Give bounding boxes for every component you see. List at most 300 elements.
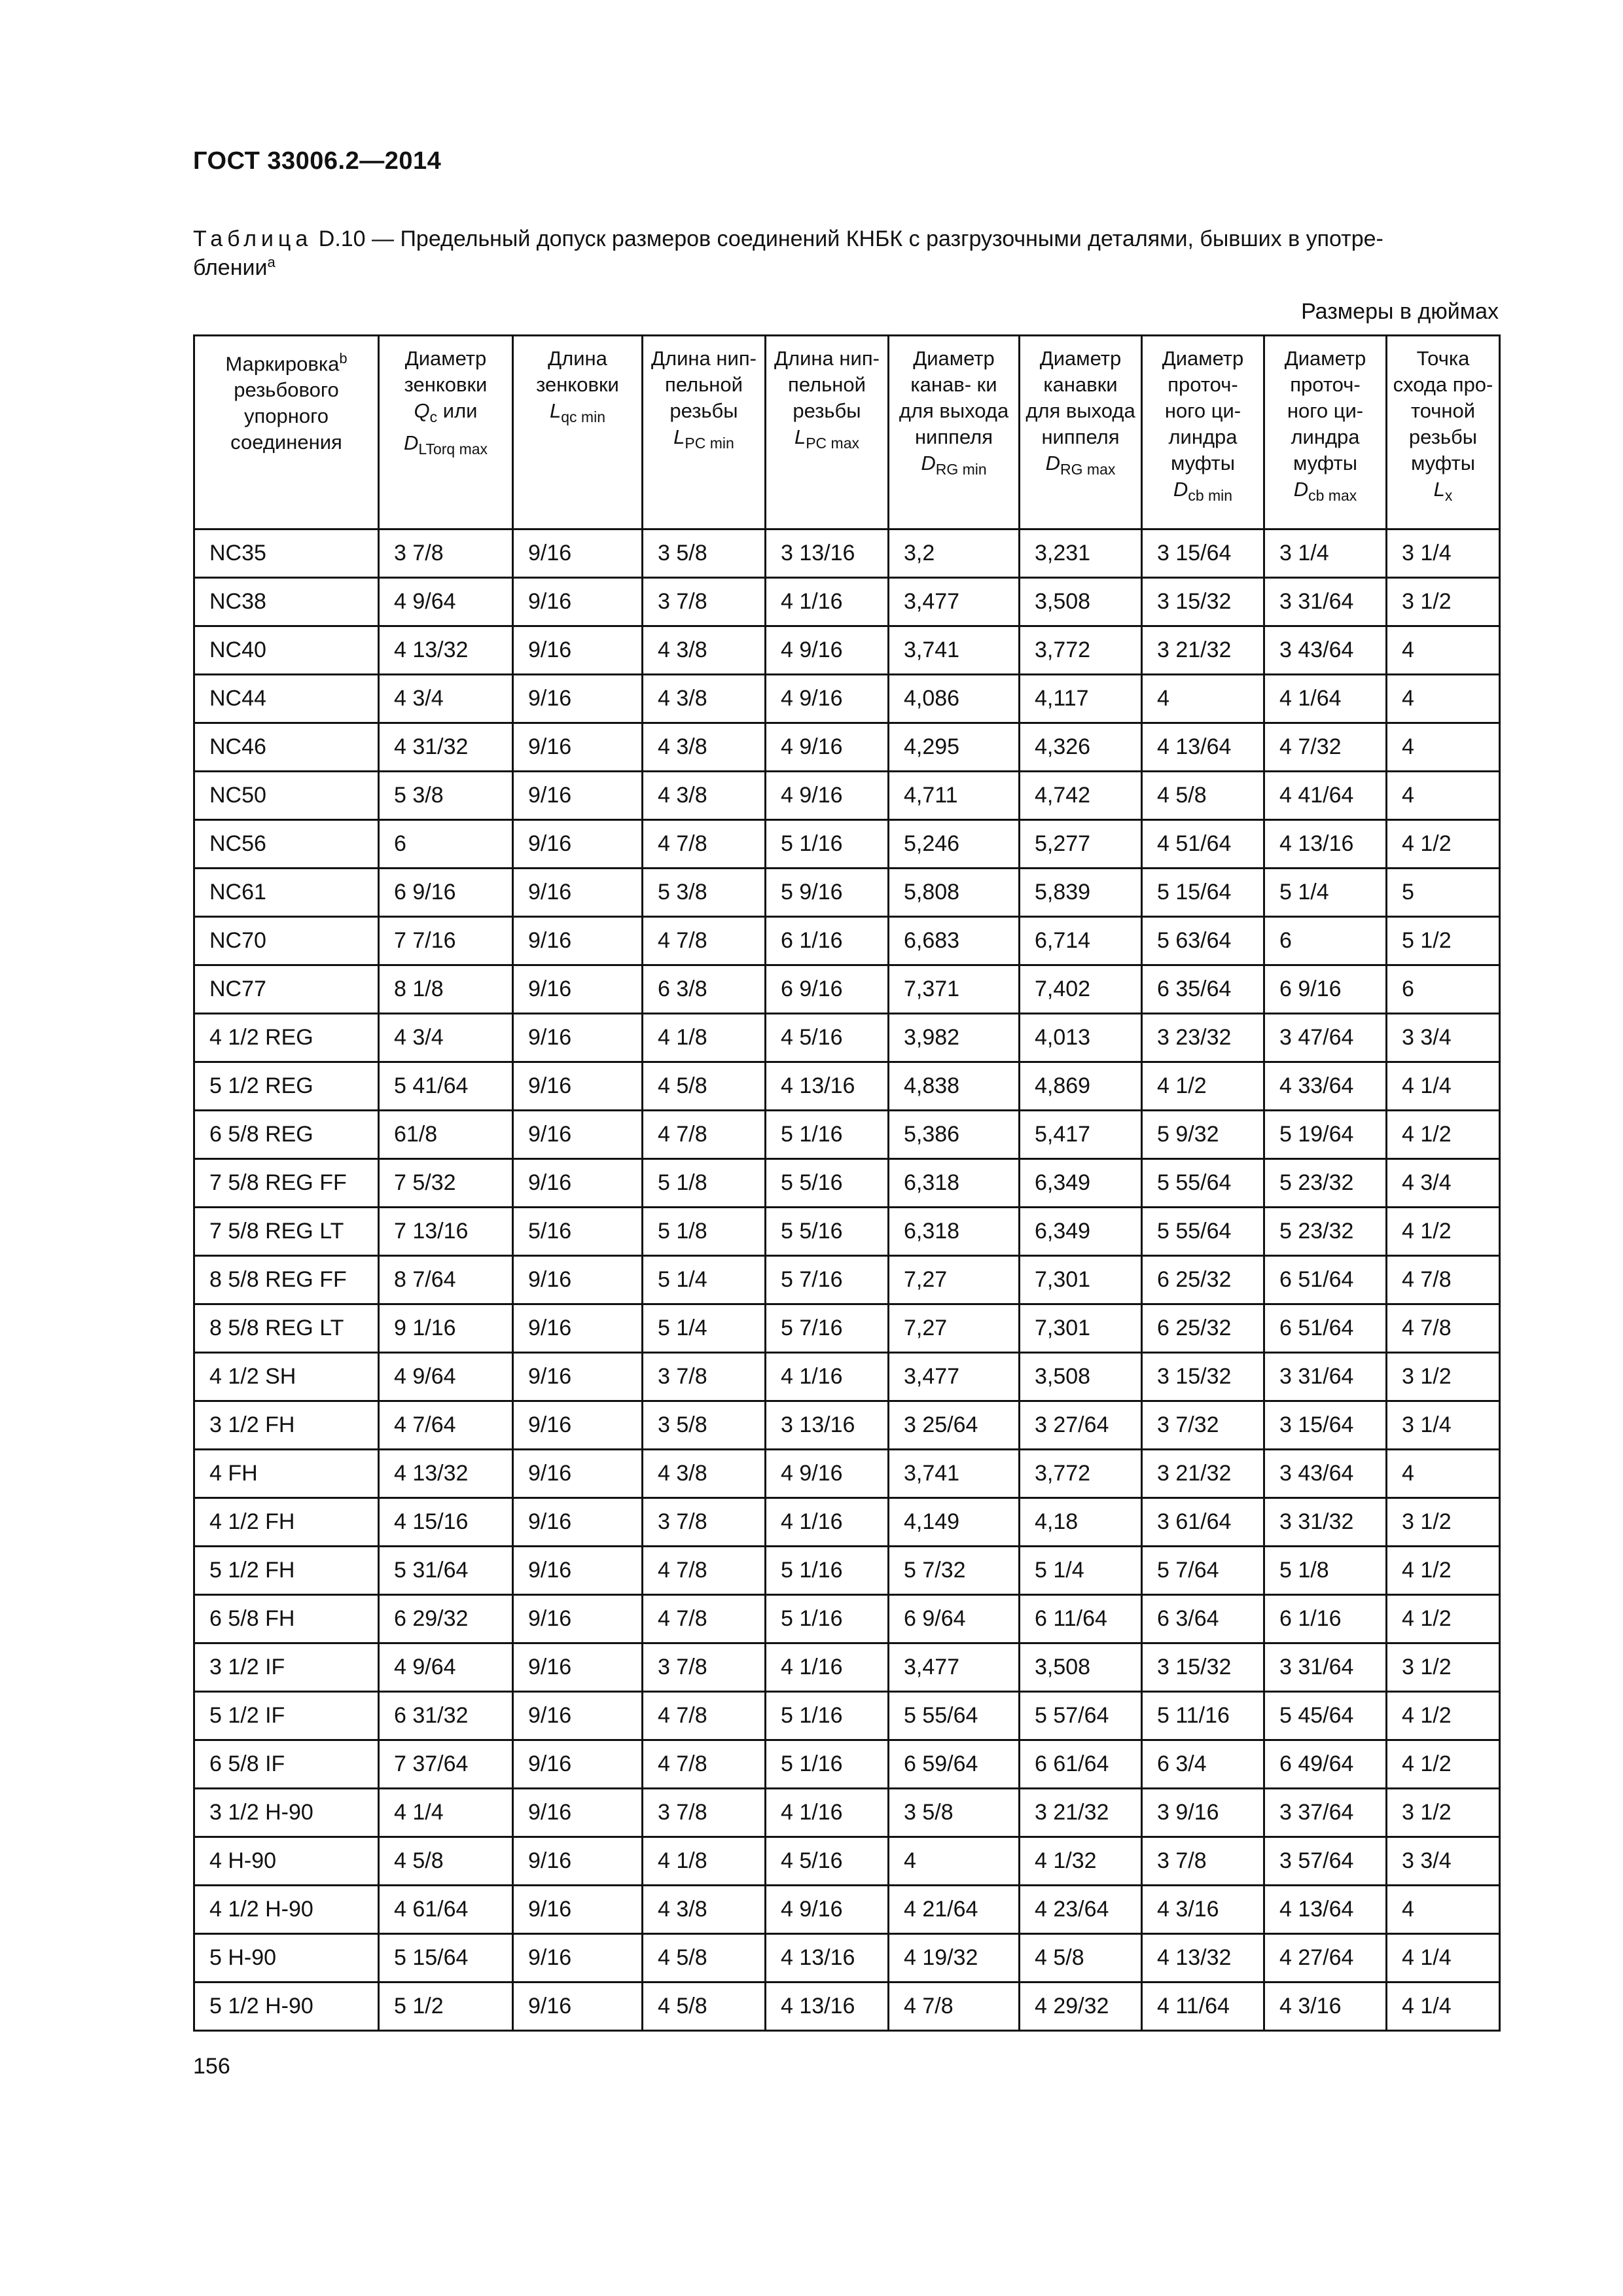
row-value-cell: 7,371 <box>889 965 1020 1014</box>
row-value-cell: 4 3/8 <box>643 1886 766 1934</box>
table-row <box>194 965 1500 1014</box>
row-value-cell: 4 1/16 <box>766 578 889 626</box>
table-row <box>194 1886 1500 1934</box>
table-caption <box>193 224 1502 282</box>
row-value-cell: 4 7/8 <box>1387 1304 1500 1353</box>
row-value-cell: 6 <box>1264 917 1387 965</box>
row-value-cell: 9/16 <box>513 772 643 820</box>
row-value-cell: 6 25/32 <box>1142 1256 1264 1304</box>
row-value-cell: 4 31/32 <box>379 723 513 772</box>
row-value-cell: 4 3/8 <box>643 772 766 820</box>
row-value-cell: 9/16 <box>513 1837 643 1886</box>
row-value-cell: 4 1/2 <box>1387 820 1500 869</box>
row-value-cell: 4 3/8 <box>643 626 766 675</box>
row-value-cell: 4 1/2 <box>1387 1692 1500 1740</box>
row-value-cell: 4 7/8 <box>643 820 766 869</box>
row-value-cell: 9/16 <box>513 1256 643 1304</box>
row-value-cell: 6,349 <box>1020 1208 1142 1256</box>
row-value-cell: 3 1/2 <box>1387 1353 1500 1401</box>
row-marking-cell: 5 1/2 H-90 <box>194 1982 379 2031</box>
row-marking-cell: NC50 <box>194 772 379 820</box>
table-row <box>194 675 1500 723</box>
row-value-cell: 4 <box>1387 675 1500 723</box>
row-value-cell: 5 11/16 <box>1142 1692 1264 1740</box>
row-value-cell: 4 23/64 <box>1020 1886 1142 1934</box>
table-row <box>194 1256 1500 1304</box>
row-value-cell: 3 43/64 <box>1264 1450 1387 1498</box>
row-value-cell: 3,772 <box>1020 626 1142 675</box>
row-value-cell: 4,869 <box>1020 1062 1142 1111</box>
row-value-cell: 5,839 <box>1020 869 1142 917</box>
row-value-cell: 3 7/8 <box>1142 1837 1264 1886</box>
row-value-cell: 5 31/64 <box>379 1547 513 1595</box>
row-value-cell: 4 3/16 <box>1142 1886 1264 1934</box>
row-value-cell: 6 3/8 <box>643 965 766 1014</box>
row-value-cell: 5 41/64 <box>379 1062 513 1111</box>
row-value-cell: 5 1/8 <box>643 1208 766 1256</box>
row-value-cell: 3 15/32 <box>1142 1643 1264 1692</box>
row-value-cell: 5 1/2 <box>379 1982 513 2031</box>
row-value-cell: 4 13/16 <box>766 1982 889 2031</box>
row-marking-cell: 6 5/8 IF <box>194 1740 379 1789</box>
row-value-cell: 3 15/32 <box>1142 1353 1264 1401</box>
row-value-cell: 3 13/16 <box>766 529 889 578</box>
row-value-cell: 4 1/4 <box>1387 1062 1500 1111</box>
table-row <box>194 1304 1500 1353</box>
row-value-cell: 4,711 <box>889 772 1020 820</box>
row-value-cell: 4 1/16 <box>766 1789 889 1837</box>
row-value-cell: 6 61/64 <box>1020 1740 1142 1789</box>
row-value-cell: 4 41/64 <box>1264 772 1387 820</box>
row-marking-cell: 6 5/8 REG <box>194 1111 379 1159</box>
row-value-cell: 6 49/64 <box>1264 1740 1387 1789</box>
row-value-cell: 6 51/64 <box>1264 1304 1387 1353</box>
row-value-cell: 3 5/8 <box>643 529 766 578</box>
row-marking-cell: 5 1/2 REG <box>194 1062 379 1111</box>
table-header-row <box>194 336 1500 529</box>
row-value-cell: 4 1/2 <box>1387 1208 1500 1256</box>
row-value-cell: 9/16 <box>513 1401 643 1450</box>
row-value-cell: 4 <box>1142 675 1264 723</box>
row-value-cell: 4 7/8 <box>643 1111 766 1159</box>
row-value-cell: 4 9/64 <box>379 1643 513 1692</box>
row-value-cell: 5 1/4 <box>1264 869 1387 917</box>
row-value-cell: 5 1/16 <box>766 1111 889 1159</box>
row-value-cell: 4 1/4 <box>1387 1982 1500 2031</box>
header-relief-groove-diameter-min: Диаметр канав- ки для выхода ниппеля $D_{RG min}$ <box>889 336 1020 529</box>
row-value-cell: 4 19/32 <box>889 1934 1020 1982</box>
row-marking-cell: 5 1/2 FH <box>194 1547 379 1595</box>
row-value-cell: 3 31/64 <box>1264 578 1387 626</box>
document-code: ГОСТ 33006.2—2014 <box>193 147 442 175</box>
row-value-cell: 4 13/32 <box>379 1450 513 1498</box>
row-value-cell: 4 1/2 <box>1387 1740 1500 1789</box>
row-value-cell: 3 37/64 <box>1264 1789 1387 1837</box>
row-marking-cell: NC56 <box>194 820 379 869</box>
row-value-cell: 5 63/64 <box>1142 917 1264 965</box>
header-marking: Маркировка$^b$ резьбового упорного соединения <box>194 336 379 529</box>
row-value-cell: 4 1/4 <box>379 1789 513 1837</box>
row-value-cell: 4 1/32 <box>1020 1837 1142 1886</box>
row-value-cell: 7 13/16 <box>379 1208 513 1256</box>
row-value-cell: 5 1/8 <box>1264 1547 1387 1595</box>
row-value-cell: 4 13/16 <box>1264 820 1387 869</box>
row-value-cell: 3 21/32 <box>1142 626 1264 675</box>
row-value-cell: 3 31/64 <box>1264 1643 1387 1692</box>
row-value-cell: 4 1/2 <box>1387 1111 1500 1159</box>
row-value-cell: 9/16 <box>513 1014 643 1062</box>
row-value-cell: 3 5/8 <box>889 1789 1020 1837</box>
row-value-cell: 9/16 <box>513 917 643 965</box>
row-value-cell: 6 51/64 <box>1264 1256 1387 1304</box>
units-note: Размеры в дюймах <box>1301 299 1499 324</box>
row-value-cell: 5,386 <box>889 1111 1020 1159</box>
row-value-cell: 3 1/2 <box>1387 1789 1500 1837</box>
row-value-cell: 7,27 <box>889 1256 1020 1304</box>
row-marking-cell: 3 1/2 FH <box>194 1401 379 1450</box>
row-marking-cell: NC77 <box>194 965 379 1014</box>
row-value-cell: 4 5/16 <box>766 1014 889 1062</box>
row-value-cell: 3 31/32 <box>1264 1498 1387 1547</box>
row-value-cell: 4 1/4 <box>1387 1934 1500 1982</box>
row-value-cell: 9/16 <box>513 869 643 917</box>
table-row <box>194 1450 1500 1498</box>
table-row <box>194 1982 1500 2031</box>
row-value-cell: 6 <box>1387 965 1500 1014</box>
row-value-cell: 4 9/16 <box>766 723 889 772</box>
row-marking-cell: NC70 <box>194 917 379 965</box>
row-value-cell: 5 1/16 <box>766 1740 889 1789</box>
row-value-cell: 4 <box>1387 626 1500 675</box>
row-value-cell: 3 1/2 <box>1387 578 1500 626</box>
row-value-cell: 4,838 <box>889 1062 1020 1111</box>
row-value-cell: 9/16 <box>513 965 643 1014</box>
row-value-cell: 3,772 <box>1020 1450 1142 1498</box>
row-value-cell: 9/16 <box>513 1982 643 2031</box>
row-marking-cell: 3 1/2 IF <box>194 1643 379 1692</box>
row-value-cell: 3 23/32 <box>1142 1014 1264 1062</box>
row-value-cell: 5 1/4 <box>1020 1547 1142 1595</box>
row-value-cell: 3,741 <box>889 626 1020 675</box>
tolerance-table <box>193 334 1501 2032</box>
row-value-cell: 7,402 <box>1020 965 1142 1014</box>
row-marking-cell: NC38 <box>194 578 379 626</box>
row-value-cell: 6 1/16 <box>1264 1595 1387 1643</box>
row-value-cell: 3 3/4 <box>1387 1837 1500 1886</box>
row-value-cell: 4 7/8 <box>643 1595 766 1643</box>
row-value-cell: 6 3/64 <box>1142 1595 1264 1643</box>
row-value-cell: 4,149 <box>889 1498 1020 1547</box>
row-value-cell: 9/16 <box>513 675 643 723</box>
row-value-cell: 3,741 <box>889 1450 1020 1498</box>
row-value-cell: 5 1/16 <box>766 1595 889 1643</box>
row-value-cell: 3 43/64 <box>1264 626 1387 675</box>
row-value-cell: 4 <box>889 1837 1020 1886</box>
row-value-cell: 4 7/8 <box>643 1547 766 1595</box>
row-value-cell: 3 27/64 <box>1020 1401 1142 1450</box>
row-marking-cell: NC40 <box>194 626 379 675</box>
row-value-cell: 6 <box>379 820 513 869</box>
row-value-cell: 4 1/16 <box>766 1643 889 1692</box>
row-value-cell: 4 7/8 <box>643 1692 766 1740</box>
row-value-cell: 3 7/8 <box>643 1789 766 1837</box>
row-value-cell: 5 1/16 <box>766 1547 889 1595</box>
row-value-cell: 6,318 <box>889 1208 1020 1256</box>
row-value-cell: 3 1/4 <box>1387 529 1500 578</box>
row-value-cell: 8 7/64 <box>379 1256 513 1304</box>
row-value-cell: 6 31/32 <box>379 1692 513 1740</box>
row-value-cell: 6 29/32 <box>379 1595 513 1643</box>
table-row <box>194 820 1500 869</box>
row-value-cell: 4 3/16 <box>1264 1982 1387 2031</box>
row-value-cell: 5 5/16 <box>766 1159 889 1208</box>
row-value-cell: 5 3/8 <box>379 772 513 820</box>
row-value-cell: 9/16 <box>513 1111 643 1159</box>
row-value-cell: 6,683 <box>889 917 1020 965</box>
row-value-cell: 61/8 <box>379 1111 513 1159</box>
table-row <box>194 1111 1500 1159</box>
row-value-cell: 4 3/4 <box>379 675 513 723</box>
row-value-cell: 4 9/64 <box>379 1353 513 1401</box>
row-value-cell: 4 7/64 <box>379 1401 513 1450</box>
row-value-cell: 4 13/32 <box>379 626 513 675</box>
row-value-cell: 3 7/8 <box>643 1643 766 1692</box>
row-marking-cell: NC44 <box>194 675 379 723</box>
row-value-cell: 4 7/8 <box>643 917 766 965</box>
table-row <box>194 917 1500 965</box>
row-value-cell: 9/16 <box>513 820 643 869</box>
row-value-cell: 3,477 <box>889 1353 1020 1401</box>
row-value-cell: 4 5/8 <box>643 1934 766 1982</box>
table-row <box>194 1547 1500 1595</box>
row-value-cell: 5 7/64 <box>1142 1547 1264 1595</box>
row-value-cell: 4 27/64 <box>1264 1934 1387 1982</box>
row-value-cell: 4 7/8 <box>1387 1256 1500 1304</box>
row-value-cell: 5 23/32 <box>1264 1208 1387 1256</box>
row-value-cell: 5 45/64 <box>1264 1692 1387 1740</box>
row-marking-cell: 3 1/2 H-90 <box>194 1789 379 1837</box>
row-value-cell: 4 61/64 <box>379 1886 513 1934</box>
row-value-cell: 9/16 <box>513 1353 643 1401</box>
row-value-cell: 9/16 <box>513 1789 643 1837</box>
row-value-cell: 9/16 <box>513 1498 643 1547</box>
row-value-cell: 4 13/64 <box>1142 723 1264 772</box>
row-value-cell: 4 <box>1387 772 1500 820</box>
row-value-cell: 4,117 <box>1020 675 1142 723</box>
row-value-cell: 3 7/8 <box>643 1353 766 1401</box>
row-value-cell: 4 5/8 <box>379 1837 513 1886</box>
table-row <box>194 1062 1500 1111</box>
row-value-cell: 9 1/16 <box>379 1304 513 1353</box>
row-value-cell: 4 1/8 <box>643 1014 766 1062</box>
table-word: Таблица <box>193 226 313 251</box>
row-marking-cell: 4 1/2 SH <box>194 1353 379 1401</box>
row-value-cell: 3 31/64 <box>1264 1353 1387 1401</box>
caption-footnote-marker: a <box>267 254 276 270</box>
header-pin-thread-length-max: Длина нип- пельной резьбы $L_{PC max}$ <box>766 336 889 529</box>
row-marking-cell: 4 1/2 H-90 <box>194 1886 379 1934</box>
row-value-cell: 6 35/64 <box>1142 965 1264 1014</box>
row-value-cell: 3,508 <box>1020 578 1142 626</box>
table-row <box>194 1934 1500 1982</box>
header-countersink-diameter: Диаметр зенковки $Q_c$ или $D_{LTorq max}$ <box>379 336 513 529</box>
row-value-cell: 4 1/16 <box>766 1498 889 1547</box>
table-row <box>194 1401 1500 1450</box>
row-value-cell: 5 7/16 <box>766 1256 889 1304</box>
row-value-cell: 5 5/16 <box>766 1208 889 1256</box>
row-value-cell: 3,477 <box>889 1643 1020 1692</box>
row-value-cell: 5 1/2 <box>1387 917 1500 965</box>
row-value-cell: 7,27 <box>889 1304 1020 1353</box>
row-value-cell: 3 15/64 <box>1264 1401 1387 1450</box>
row-value-cell: 3 1/2 <box>1387 1498 1500 1547</box>
table-row <box>194 1208 1500 1256</box>
row-value-cell: 9/16 <box>513 1450 643 1498</box>
row-value-cell: 7,301 <box>1020 1256 1142 1304</box>
row-value-cell: 3,477 <box>889 578 1020 626</box>
row-value-cell: 7 7/16 <box>379 917 513 965</box>
row-value-cell: 6 11/64 <box>1020 1595 1142 1643</box>
table-row <box>194 1159 1500 1208</box>
row-value-cell: 5 1/4 <box>643 1256 766 1304</box>
row-value-cell: 4 5/8 <box>1142 772 1264 820</box>
row-value-cell: 6 3/4 <box>1142 1740 1264 1789</box>
row-value-cell: 9/16 <box>513 1595 643 1643</box>
row-value-cell: 5 1/4 <box>643 1304 766 1353</box>
row-value-cell: 7 5/32 <box>379 1159 513 1208</box>
table-row <box>194 723 1500 772</box>
row-value-cell: 9/16 <box>513 1740 643 1789</box>
row-value-cell: 4 1/2 <box>1387 1595 1500 1643</box>
row-value-cell: 4 3/4 <box>1387 1159 1500 1208</box>
row-marking-cell: 7 5/8 REG LT <box>194 1208 379 1256</box>
row-value-cell: 6 9/16 <box>766 965 889 1014</box>
row-value-cell: 3 1/4 <box>1387 1401 1500 1450</box>
row-value-cell: 4 13/64 <box>1264 1886 1387 1934</box>
row-value-cell: 6,714 <box>1020 917 1142 965</box>
row-value-cell: 5 7/16 <box>766 1304 889 1353</box>
row-value-cell: 5/16 <box>513 1208 643 1256</box>
row-value-cell: 4 9/16 <box>766 626 889 675</box>
row-value-cell: 4 3/8 <box>643 675 766 723</box>
row-value-cell: 5 1/16 <box>766 1692 889 1740</box>
row-value-cell: 3 25/64 <box>889 1401 1020 1450</box>
row-value-cell: 6 59/64 <box>889 1740 1020 1789</box>
row-value-cell: 5 57/64 <box>1020 1692 1142 1740</box>
row-marking-cell: 4 FH <box>194 1450 379 1498</box>
row-value-cell: 9/16 <box>513 1692 643 1740</box>
table-row <box>194 1014 1500 1062</box>
row-value-cell: 3,508 <box>1020 1643 1142 1692</box>
row-value-cell: 5 55/64 <box>1142 1208 1264 1256</box>
row-value-cell: 4,295 <box>889 723 1020 772</box>
header-pin-thread-length-min: Длина нип- пельной резьбы $L_{PC min}$ <box>643 336 766 529</box>
row-value-cell: 5,246 <box>889 820 1020 869</box>
row-value-cell: 9/16 <box>513 1159 643 1208</box>
row-value-cell: 9/16 <box>513 1643 643 1692</box>
row-value-cell: 5 3/8 <box>643 869 766 917</box>
row-value-cell: 5 1/8 <box>643 1159 766 1208</box>
row-value-cell: 3 21/32 <box>1020 1789 1142 1837</box>
row-marking-cell: NC46 <box>194 723 379 772</box>
row-marking-cell: 5 H-90 <box>194 1934 379 1982</box>
row-value-cell: 3 7/32 <box>1142 1401 1264 1450</box>
row-value-cell: 3 15/64 <box>1142 529 1264 578</box>
row-value-cell: 9/16 <box>513 578 643 626</box>
row-value-cell: 4 29/32 <box>1020 1982 1142 2031</box>
row-value-cell: 4 7/32 <box>1264 723 1387 772</box>
row-value-cell: 4 13/16 <box>766 1934 889 1982</box>
table-caption-text-line2: блении <box>193 255 268 280</box>
row-value-cell: 5 23/32 <box>1264 1159 1387 1208</box>
table-row <box>194 1498 1500 1547</box>
row-value-cell: 3 3/4 <box>1387 1014 1500 1062</box>
header-boreback-diameter-max: Диаметр проточ- ного ци- линдра муфты $D_{cb max}$ <box>1264 336 1387 529</box>
header-thread-runout-point: Точка схода про- точной резьбы муфты $L_x$ <box>1387 336 1500 529</box>
row-marking-cell: 6 5/8 FH <box>194 1595 379 1643</box>
row-value-cell: 4,326 <box>1020 723 1142 772</box>
row-value-cell: 8 1/8 <box>379 965 513 1014</box>
row-value-cell: 4 9/16 <box>766 675 889 723</box>
row-value-cell: 3 5/8 <box>643 1401 766 1450</box>
row-marking-cell: NC61 <box>194 869 379 917</box>
row-value-cell: 6 9/16 <box>1264 965 1387 1014</box>
row-value-cell: 4 5/8 <box>1020 1934 1142 1982</box>
row-value-cell: 3 15/32 <box>1142 578 1264 626</box>
table-row <box>194 869 1500 917</box>
row-marking-cell: 4 H-90 <box>194 1837 379 1886</box>
row-value-cell: 7,301 <box>1020 1304 1142 1353</box>
table-row <box>194 1595 1500 1643</box>
row-value-cell: 3 9/16 <box>1142 1789 1264 1837</box>
row-value-cell: 3 57/64 <box>1264 1837 1387 1886</box>
row-value-cell: 5,277 <box>1020 820 1142 869</box>
header-relief-groove-diameter-max: Диаметр канавки для выхода ниппеля $D_{RG max}$ <box>1020 336 1142 529</box>
row-value-cell: 4 7/8 <box>889 1982 1020 2031</box>
table-row <box>194 578 1500 626</box>
table-row <box>194 1837 1500 1886</box>
row-marking-cell: 5 1/2 IF <box>194 1692 379 1740</box>
row-value-cell: 6 1/16 <box>766 917 889 965</box>
table-row <box>194 1789 1500 1837</box>
row-value-cell: 3,982 <box>889 1014 1020 1062</box>
row-marking-cell: NC35 <box>194 529 379 578</box>
row-value-cell: 9/16 <box>513 723 643 772</box>
row-value-cell: 5 55/64 <box>1142 1159 1264 1208</box>
row-value-cell: 4 <box>1387 1450 1500 1498</box>
row-value-cell: 3 13/16 <box>766 1401 889 1450</box>
row-value-cell: 4 5/8 <box>643 1982 766 2031</box>
row-value-cell: 4 7/8 <box>643 1740 766 1789</box>
table-row <box>194 1353 1500 1401</box>
row-value-cell: 5 15/64 <box>379 1934 513 1982</box>
row-value-cell: 3 7/8 <box>643 578 766 626</box>
row-value-cell: 6,349 <box>1020 1159 1142 1208</box>
row-value-cell: 4 3/4 <box>379 1014 513 1062</box>
row-value-cell: 5,808 <box>889 869 1020 917</box>
row-value-cell: 9/16 <box>513 626 643 675</box>
row-value-cell: 3 47/64 <box>1264 1014 1387 1062</box>
row-value-cell: 4 <box>1387 723 1500 772</box>
row-value-cell: 3 1/2 <box>1387 1643 1500 1692</box>
row-value-cell: 4 9/16 <box>766 1450 889 1498</box>
row-marking-cell: 8 5/8 REG LT <box>194 1304 379 1353</box>
row-value-cell: 9/16 <box>513 1547 643 1595</box>
row-value-cell: 3 61/64 <box>1142 1498 1264 1547</box>
header-countersink-length: Длина зенковки $L_{qc min}$ <box>513 336 643 529</box>
table-caption-text: D.10 — Предельный допуск размеров соединений КНБК с разгрузочными деталями, бывших в употре- <box>318 226 1383 251</box>
row-value-cell: 4 9/16 <box>766 772 889 820</box>
